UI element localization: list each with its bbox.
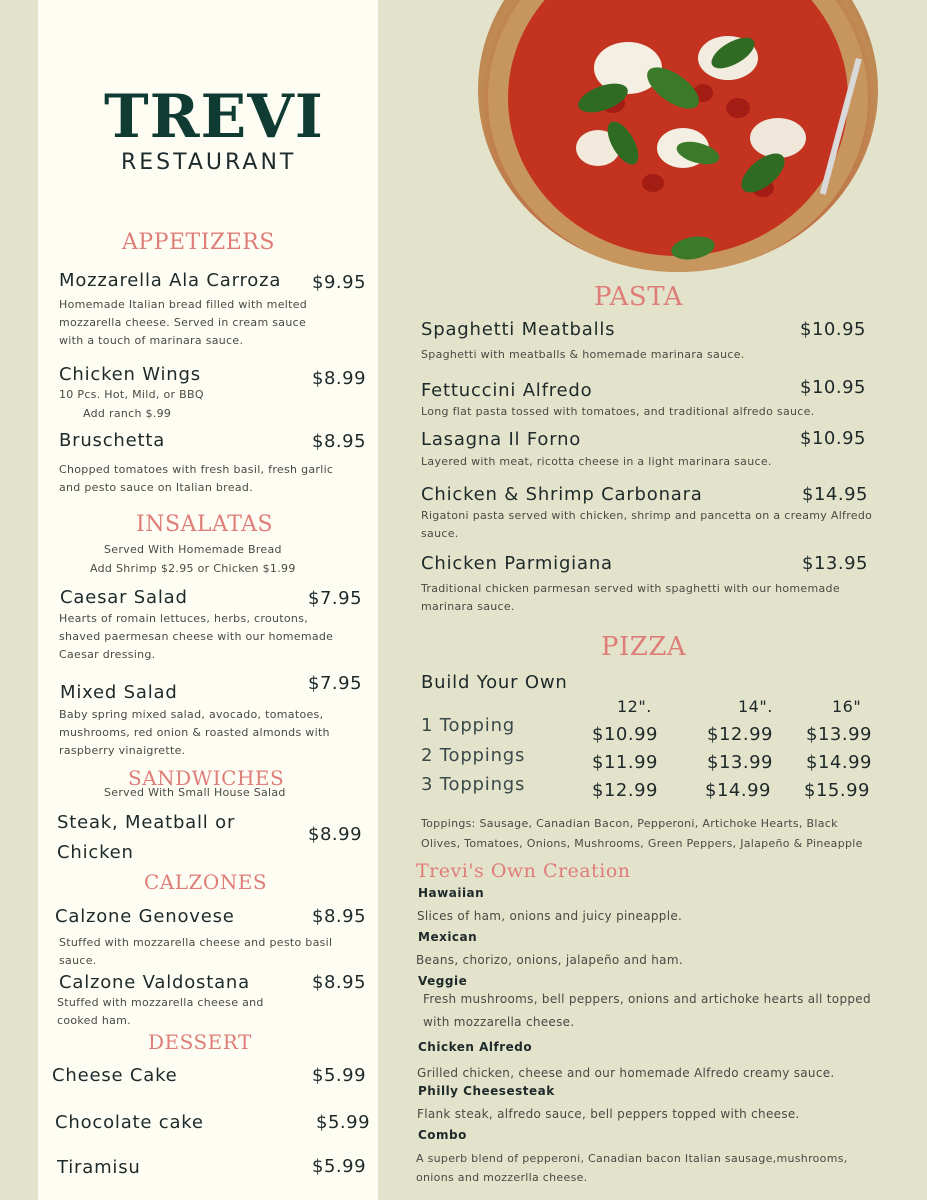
menu-item-name: Mixed Salad: [60, 682, 178, 703]
pizza-price: $14.99: [806, 752, 872, 773]
menu-item-name: Cheese Cake: [52, 1065, 178, 1086]
menu-item-name: Fettuccini Alfredo: [421, 380, 593, 401]
section-title-insalatas: INSALATAS: [136, 512, 274, 537]
pizza-toppings: Toppings: Sausage, Canadian Bacon, Pepperoni, Artichoke Hearts, Black: [421, 817, 838, 830]
menu-item-name: Calzone Valdostana: [59, 972, 250, 993]
section-title-creation: Trevi's Own Creation: [416, 860, 631, 882]
menu-item-description: Chopped tomatoes with fresh basil, fresh garlic and pesto sauce on Italian bread.: [59, 463, 334, 494]
menu-item-price: $13.95: [802, 553, 868, 574]
menu-item-description: Traditional chicken parmesan served with spaghetti with our homemade marinara sauce.: [421, 582, 840, 613]
creation-item-description: onions and mozzerlla cheese.: [416, 1171, 588, 1184]
menu-item-name: Chicken: [57, 842, 134, 863]
section-title-appetizers: APPETIZERS: [122, 230, 275, 255]
menu-item-description: Hearts of romain lettuces, herbs, croutons, shaved paermesan cheese with our homemade Caesar dressing.: [59, 612, 334, 661]
creation-item-description: Fresh mushrooms, bell peppers, onions and artichoke hearts all topped: [423, 992, 871, 1006]
menu-item-name: Chocolate cake: [55, 1112, 204, 1133]
menu-item-price: $9.95: [312, 272, 367, 293]
pizza-row-label: 3 Toppings: [421, 774, 526, 795]
pizza-row-label: 1 Topping: [421, 715, 516, 736]
pizza-size-header: 16": [832, 697, 862, 716]
menu-item-name: Mozzarella Ala Carroza: [59, 270, 282, 291]
menu-item-description: Stuffed with mozzarella cheese and cooked ham.: [57, 996, 264, 1027]
section-note: Add Shrimp $2.95 or Chicken $1.99: [90, 562, 296, 575]
pizza-illustration: [478, 0, 878, 272]
pizza-toppings: Olives, Tomatoes, Onions, Mushrooms, Green Peppers, Jalapeño & Pineapple: [421, 837, 863, 850]
menu-item-note: Add ranch $.99: [83, 407, 172, 420]
pizza-price: $13.99: [707, 752, 773, 773]
creation-item-description: Grilled chicken, cheese and our homemade Alfredo creamy sauce.: [417, 1066, 835, 1080]
pizza-size-header: 14".: [738, 697, 773, 716]
creation-item-name: Hawaiian: [418, 886, 485, 900]
creation-item-name: Veggie: [418, 974, 468, 988]
section-title-sandwiches: SANDWICHES: [128, 766, 285, 790]
section-title-calzones: CALZONES: [144, 870, 268, 894]
creation-item-description: Slices of ham, onions and juicy pineapple.: [417, 909, 683, 923]
pizza-price: $10.99: [592, 724, 658, 745]
menu-item-price: $10.95: [800, 377, 866, 398]
menu-item-name: Chicken & Shrimp Carbonara: [421, 484, 703, 505]
menu-item-description: Baby spring mixed salad, avocado, tomatoes, mushrooms, red onion & roasted almonds with raspberry vinaigrette.: [59, 708, 330, 757]
menu-item-description: 10 Pcs. Hot, Mild, or BBQ: [59, 388, 204, 401]
restaurant-name: TREVI: [104, 82, 324, 152]
menu-item-name: Calzone Genovese: [55, 906, 235, 927]
menu-item-price: $8.95: [312, 431, 367, 452]
menu-item-description: Long flat pasta tossed with tomatoes, and traditional alfredo sauce.: [421, 405, 815, 418]
menu-item-price: $8.99: [312, 368, 367, 389]
menu-item-price: $5.99: [312, 1065, 367, 1086]
section-title-pasta: PASTA: [594, 282, 683, 312]
menu-item-description: Homemade Italian bread filled with melted mozzarella cheese. Served in cream sauce with a touch of marinara sauce.: [59, 298, 308, 347]
menu-item-price: $8.95: [312, 906, 367, 927]
menu-item-name: Chicken Parmigiana: [421, 553, 613, 574]
section-title-pizza: PIZZA: [601, 632, 687, 662]
menu-item-price: $14.95: [802, 484, 868, 505]
menu-item-price: $7.95: [308, 673, 363, 694]
pizza-price: $12.99: [592, 780, 658, 801]
creation-item-description: A superb blend of pepperoni, Canadian bacon Italian sausage,mushrooms,: [416, 1152, 848, 1165]
menu-item-description: Spaghetti with meatballs & homemade marinara sauce.: [421, 348, 745, 361]
menu-item-name: Chicken Wings: [59, 364, 201, 385]
pizza-photo: [478, 0, 878, 272]
pizza-price: $14.99: [705, 780, 771, 801]
pizza-price: $13.99: [806, 724, 872, 745]
restaurant-subtitle: RESTAURANT: [121, 150, 297, 175]
menu-item-description: Stuffed with mozzarella cheese and pesto basil sauce.: [59, 936, 333, 967]
creation-item-description: Flank steak, alfredo sauce, bell peppers topped with cheese.: [417, 1107, 800, 1121]
pizza-price: $12.99: [707, 724, 773, 745]
menu-item-price: $7.95: [308, 588, 363, 609]
pizza-build-title: Build Your Own: [421, 672, 568, 693]
menu-item-price: $8.99: [308, 824, 363, 845]
menu-item-name: Bruschetta: [59, 430, 166, 451]
pizza-price: $11.99: [592, 752, 658, 773]
creation-item-name: Philly Cheesesteak: [418, 1084, 555, 1098]
menu-item-name: Lasagna Il Forno: [421, 429, 582, 450]
menu-item-price: $5.99: [316, 1112, 371, 1133]
menu-item-price: $8.95: [312, 972, 367, 993]
section-note: Served With Homemade Bread: [104, 543, 282, 556]
menu-item-description: Rigatoni pasta served with chicken, shrimp and pancetta on a creamy Alfredo sauce.: [421, 509, 873, 540]
menu-item-name: Spaghetti Meatballs: [421, 319, 616, 340]
menu-item-price: $10.95: [800, 319, 866, 340]
creation-item-description: Beans, chorizo, onions, jalapeño and ham.: [416, 953, 683, 967]
menu-item-price: $5.99: [312, 1156, 367, 1177]
creation-item-description: with mozzarella cheese.: [423, 1015, 575, 1029]
creation-item-name: Chicken Alfredo: [418, 1040, 533, 1054]
creation-item-name: Mexican: [418, 930, 478, 944]
menu-item-name: Steak, Meatball or: [57, 812, 236, 833]
pizza-row-label: 2 Toppings: [421, 745, 526, 766]
menu-item-price: $10.95: [800, 428, 866, 449]
menu-item-name: Tiramisu: [57, 1157, 141, 1178]
pizza-price: $15.99: [804, 780, 870, 801]
creation-item-name: Combo: [418, 1128, 467, 1142]
menu-item-description: Layered with meat, ricotta cheese in a light marinara sauce.: [421, 455, 772, 468]
pizza-size-header: 12".: [617, 697, 652, 716]
menu-item-name: Caesar Salad: [60, 587, 188, 608]
section-note: Served With Small House Salad: [104, 786, 286, 799]
section-title-dessert: DESSERT: [148, 1030, 252, 1054]
